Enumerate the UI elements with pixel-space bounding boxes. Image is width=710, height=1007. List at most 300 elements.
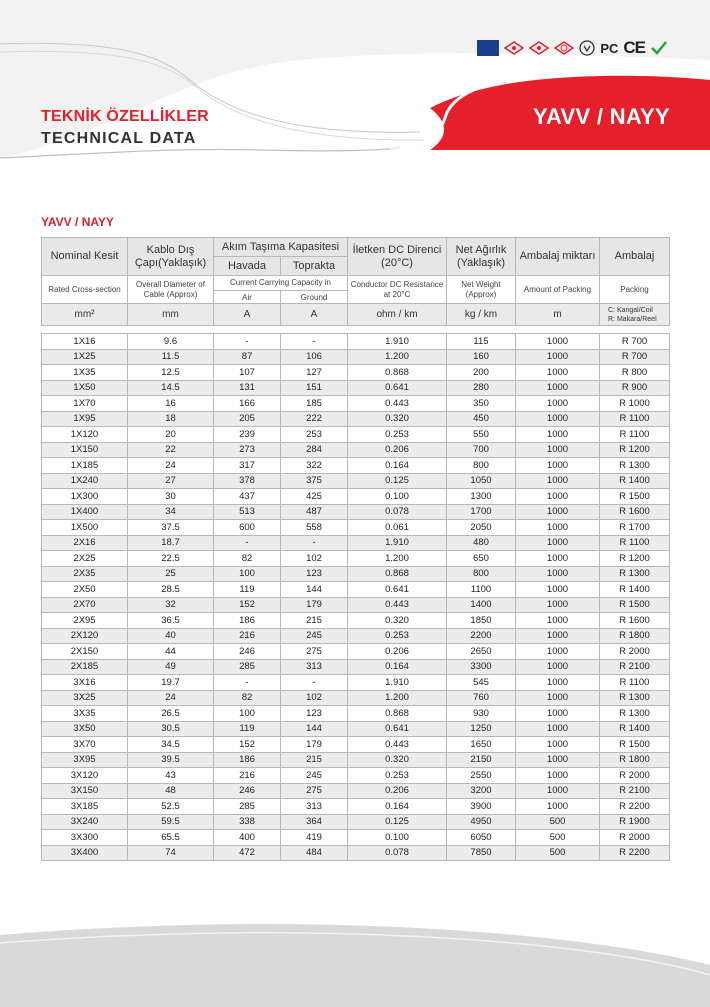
cell-weight: 1250 — [447, 721, 516, 737]
cell-amount: 1000 — [516, 349, 600, 365]
cell-diameter: 59.5 — [128, 814, 214, 830]
cell-amount: 1000 — [516, 799, 600, 815]
cell-packing: R 1400 — [600, 582, 670, 598]
cell-resistance: 0.868 — [348, 365, 447, 381]
cell-packing: R 1500 — [600, 737, 670, 753]
cell-diameter: 27 — [128, 473, 214, 489]
cell-nominal: 1X70 — [42, 396, 128, 412]
table-row — [42, 551, 670, 567]
rohs-check-icon — [650, 39, 668, 57]
cell-resistance: 0.320 — [348, 411, 447, 427]
cell-ground: 253 — [281, 427, 348, 443]
cell-diameter: 19.7 — [128, 675, 214, 691]
cell-nominal: 3X240 — [42, 814, 128, 830]
cell-resistance: 0.443 — [348, 597, 447, 613]
cell-ground: 558 — [281, 520, 348, 536]
cell-amount: 1000 — [516, 721, 600, 737]
cell-diameter: 24 — [128, 458, 214, 474]
cell-amount: 1000 — [516, 504, 600, 520]
cell-diameter: 18 — [128, 411, 214, 427]
cell-ground: 245 — [281, 628, 348, 644]
ce-mark-icon: CE — [623, 38, 645, 57]
cell-air: 82 — [214, 551, 281, 567]
cell-nominal: 1X240 — [42, 473, 128, 489]
cell-air: 600 — [214, 520, 281, 536]
cell-diameter: 28.5 — [128, 582, 214, 598]
cell-resistance: 0.206 — [348, 783, 447, 799]
cell-ground: 284 — [281, 442, 348, 458]
cell-packing: R 1600 — [600, 613, 670, 629]
cell-packing: R 1400 — [600, 721, 670, 737]
cell-diameter: 16 — [128, 396, 214, 412]
cell-packing: R 1700 — [600, 520, 670, 536]
col-nominal-header-en: Rated Cross-section — [42, 276, 128, 304]
table-row — [42, 721, 670, 737]
table-row — [42, 504, 670, 520]
cell-amount: 1000 — [516, 644, 600, 660]
cell-resistance: 0.164 — [348, 799, 447, 815]
cell-amount: 1000 — [516, 613, 600, 629]
cell-air: 216 — [214, 628, 281, 644]
col-resistance-header-en: Conductor DC Resistance at 20°C — [348, 276, 447, 304]
cell-weight: 650 — [447, 551, 516, 567]
cell-ground: 245 — [281, 768, 348, 784]
col-weight-header-en: Net Weight (Approx) — [447, 276, 516, 304]
cell-ground: - — [281, 535, 348, 551]
table-row — [42, 411, 670, 427]
unit-air: A — [214, 304, 281, 326]
cell-packing: R 2200 — [600, 845, 670, 861]
cell-nominal: 1X400 — [42, 504, 128, 520]
cell-diameter: 74 — [128, 845, 214, 861]
cell-air: 107 — [214, 365, 281, 381]
header-row-english — [42, 276, 670, 291]
table-row — [42, 644, 670, 660]
cell-diameter: 36.5 — [128, 613, 214, 629]
cell-air: - — [214, 535, 281, 551]
cell-amount: 1000 — [516, 628, 600, 644]
cell-packing: R 1800 — [600, 628, 670, 644]
table-row — [42, 783, 670, 799]
cell-nominal: 3X120 — [42, 768, 128, 784]
cell-air: 166 — [214, 396, 281, 412]
col-air-header: Havada — [214, 257, 281, 276]
cell-air: 82 — [214, 690, 281, 706]
cell-resistance: 0.100 — [348, 489, 447, 505]
cell-weight: 450 — [447, 411, 516, 427]
unit-weight: kg / km — [447, 304, 516, 326]
cell-diameter: 44 — [128, 644, 214, 660]
cell-diameter: 32 — [128, 597, 214, 613]
diamond-mark-icon — [529, 41, 549, 55]
cell-weight: 700 — [447, 442, 516, 458]
cell-packing: R 1000 — [600, 396, 670, 412]
cell-packing: R 1900 — [600, 814, 670, 830]
cell-diameter: 30.5 — [128, 721, 214, 737]
cell-air: 472 — [214, 845, 281, 861]
cell-packing: R 1100 — [600, 675, 670, 691]
cell-air: 119 — [214, 721, 281, 737]
unit-ground: A — [281, 304, 348, 326]
cell-weight: 1400 — [447, 597, 516, 613]
table-row — [42, 845, 670, 861]
cell-nominal: 3X70 — [42, 737, 128, 753]
cell-resistance: 1.200 — [348, 551, 447, 567]
cell-air: 119 — [214, 582, 281, 598]
table-row — [42, 706, 670, 722]
cell-amount: 1000 — [516, 535, 600, 551]
cell-ground: 222 — [281, 411, 348, 427]
cell-nominal: 2X25 — [42, 551, 128, 567]
cell-ground: 179 — [281, 737, 348, 753]
cell-nominal: 1X35 — [42, 365, 128, 381]
table-row — [42, 752, 670, 768]
col-amount-header-en: Amount of Packing — [516, 276, 600, 304]
cell-air: 131 — [214, 380, 281, 396]
cell-packing: R 2000 — [600, 644, 670, 660]
cell-diameter: 48 — [128, 783, 214, 799]
cell-ground: 215 — [281, 613, 348, 629]
table-row — [42, 380, 670, 396]
cell-weight: 2550 — [447, 768, 516, 784]
page-title-english: TECHNICAL DATA — [41, 130, 197, 147]
cell-nominal: 3X50 — [42, 721, 128, 737]
cell-weight: 1650 — [447, 737, 516, 753]
cell-ground: 102 — [281, 551, 348, 567]
cell-weight: 350 — [447, 396, 516, 412]
cell-resistance: 0.078 — [348, 504, 447, 520]
table-row — [42, 659, 670, 675]
cell-resistance: 0.443 — [348, 737, 447, 753]
cell-nominal: 1X95 — [42, 411, 128, 427]
cell-amount: 1000 — [516, 411, 600, 427]
cell-diameter: 37.5 — [128, 520, 214, 536]
cell-packing: R 2000 — [600, 830, 670, 846]
cell-amount: 1000 — [516, 334, 600, 350]
cell-packing: R 1100 — [600, 427, 670, 443]
cell-packing: R 900 — [600, 380, 670, 396]
cell-air: - — [214, 334, 281, 350]
cell-nominal: 1X16 — [42, 334, 128, 350]
cell-diameter: 14.5 — [128, 380, 214, 396]
cell-air: 437 — [214, 489, 281, 505]
cell-packing: R 1400 — [600, 473, 670, 489]
cell-air: 100 — [214, 706, 281, 722]
cell-packing: R 800 — [600, 365, 670, 381]
cell-amount: 1000 — [516, 520, 600, 536]
cell-resistance: 0.125 — [348, 473, 447, 489]
col-weight-header: Net Ağırlık (Yaklaşık) — [447, 238, 516, 276]
cell-air: 246 — [214, 644, 281, 660]
packing-reel-legend: R: Makara/Reel — [608, 315, 657, 323]
cell-packing: R 1300 — [600, 458, 670, 474]
cell-amount: 500 — [516, 845, 600, 861]
circle-mark-icon — [579, 40, 595, 56]
cell-weight: 800 — [447, 458, 516, 474]
cell-nominal: 1X50 — [42, 380, 128, 396]
cell-weight: 480 — [447, 535, 516, 551]
cell-diameter: 40 — [128, 628, 214, 644]
cell-nominal: 2X50 — [42, 582, 128, 598]
cell-amount: 1000 — [516, 566, 600, 582]
cell-ground: 151 — [281, 380, 348, 396]
table-row — [42, 737, 670, 753]
diamond-mark-icon — [554, 41, 574, 55]
cell-amount: 1000 — [516, 396, 600, 412]
cell-nominal: 2X150 — [42, 644, 128, 660]
cell-amount: 1000 — [516, 675, 600, 691]
cell-diameter: 9.6 — [128, 334, 214, 350]
cell-diameter: 26.5 — [128, 706, 214, 722]
cell-weight: 115 — [447, 334, 516, 350]
table-row — [42, 613, 670, 629]
cell-air: 186 — [214, 752, 281, 768]
cell-nominal: 1X300 — [42, 489, 128, 505]
cell-ground: 375 — [281, 473, 348, 489]
cell-nominal: 3X95 — [42, 752, 128, 768]
cell-ground: 275 — [281, 783, 348, 799]
unit-nominal: mm² — [42, 304, 128, 326]
cell-weight: 550 — [447, 427, 516, 443]
table-row — [42, 582, 670, 598]
cell-resistance: 1.910 — [348, 334, 447, 350]
cell-nominal: 2X95 — [42, 613, 128, 629]
certification-logos — [477, 38, 668, 58]
header-wave-background — [0, 0, 710, 180]
unit-resistance: ohm / km — [348, 304, 447, 326]
cell-nominal: 2X16 — [42, 535, 128, 551]
cell-ground: - — [281, 334, 348, 350]
cell-amount: 1000 — [516, 489, 600, 505]
cell-ground: 313 — [281, 659, 348, 675]
table-row — [42, 473, 670, 489]
cell-resistance: 0.320 — [348, 613, 447, 629]
header-row-units — [42, 304, 670, 326]
table-body — [42, 334, 670, 861]
col-diameter-header: Kablo Dış Çapı(Yaklaşık) — [128, 238, 214, 276]
cell-resistance: 0.253 — [348, 628, 447, 644]
cell-weight: 2200 — [447, 628, 516, 644]
cell-weight: 1100 — [447, 582, 516, 598]
cell-ground: 425 — [281, 489, 348, 505]
cell-resistance: 0.868 — [348, 566, 447, 582]
cell-amount: 500 — [516, 814, 600, 830]
packing-coil-legend: C: Kangal/Coil — [608, 306, 653, 314]
cell-resistance: 0.206 — [348, 644, 447, 660]
col-packing-header: Ambalaj — [600, 238, 670, 276]
table-row — [42, 566, 670, 582]
cell-air: 152 — [214, 597, 281, 613]
cell-packing: R 2200 — [600, 799, 670, 815]
cell-diameter: 22 — [128, 442, 214, 458]
cell-weight: 1300 — [447, 489, 516, 505]
cell-weight: 2050 — [447, 520, 516, 536]
table-row — [42, 396, 670, 412]
cell-packing: R 1100 — [600, 535, 670, 551]
col-air-header-en: Air — [214, 291, 281, 304]
cell-nominal: 1X500 — [42, 520, 128, 536]
table-row — [42, 690, 670, 706]
cell-resistance: 0.253 — [348, 768, 447, 784]
cell-packing: R 1200 — [600, 551, 670, 567]
cell-weight: 280 — [447, 380, 516, 396]
cell-packing: R 1800 — [600, 752, 670, 768]
table-row — [42, 334, 670, 350]
cell-packing: R 700 — [600, 349, 670, 365]
cell-resistance: 0.164 — [348, 659, 447, 675]
cell-ground: 106 — [281, 349, 348, 365]
cell-packing: R 1300 — [600, 706, 670, 722]
cell-weight: 6050 — [447, 830, 516, 846]
table-row — [42, 814, 670, 830]
cell-packing: R 2100 — [600, 659, 670, 675]
cell-resistance: 0.641 — [348, 721, 447, 737]
cell-weight: 3200 — [447, 783, 516, 799]
cell-air: 273 — [214, 442, 281, 458]
cell-ground: 215 — [281, 752, 348, 768]
cell-weight: 3900 — [447, 799, 516, 815]
cell-ground: 144 — [281, 721, 348, 737]
cell-air: 285 — [214, 659, 281, 675]
cell-resistance: 0.164 — [348, 458, 447, 474]
cell-ground: 102 — [281, 690, 348, 706]
table-row — [42, 442, 670, 458]
cell-diameter: 43 — [128, 768, 214, 784]
cell-resistance: 0.868 — [348, 706, 447, 722]
cell-diameter: 18.7 — [128, 535, 214, 551]
cell-ground: 487 — [281, 504, 348, 520]
cell-nominal: 2X35 — [42, 566, 128, 582]
cell-ground: 123 — [281, 706, 348, 722]
col-packing-header-en: Packing — [600, 276, 670, 304]
cell-packing: R 1300 — [600, 690, 670, 706]
cell-weight: 7850 — [447, 845, 516, 861]
col-ground-header: Toprakta — [281, 257, 348, 276]
cell-amount: 1000 — [516, 582, 600, 598]
cell-air: 216 — [214, 768, 281, 784]
cell-nominal: 2X185 — [42, 659, 128, 675]
cell-ground: 364 — [281, 814, 348, 830]
cell-resistance: 1.200 — [348, 349, 447, 365]
cell-air: 317 — [214, 458, 281, 474]
cell-nominal: 1X120 — [42, 427, 128, 443]
cell-packing: R 1500 — [600, 489, 670, 505]
cell-weight: 2150 — [447, 752, 516, 768]
cell-amount: 1000 — [516, 783, 600, 799]
cell-resistance: 0.125 — [348, 814, 447, 830]
cell-nominal: 1X185 — [42, 458, 128, 474]
table-row — [42, 628, 670, 644]
section-title: YAVV / NAYY — [41, 215, 114, 229]
cell-air: 186 — [214, 613, 281, 629]
table-row — [42, 768, 670, 784]
cell-resistance: 1.910 — [348, 535, 447, 551]
cell-air: 152 — [214, 737, 281, 753]
cell-amount: 500 — [516, 830, 600, 846]
cell-air: 513 — [214, 504, 281, 520]
table-row — [42, 675, 670, 691]
cell-weight: 160 — [447, 349, 516, 365]
cell-diameter: 25 — [128, 566, 214, 582]
table-row — [42, 458, 670, 474]
col-amount-header: Ambalaj miktarı — [516, 238, 600, 276]
col-capacity-header: Akım Taşıma Kapasitesi — [214, 238, 348, 257]
cell-nominal: 1X150 — [42, 442, 128, 458]
cell-air: - — [214, 675, 281, 691]
cell-resistance: 0.641 — [348, 380, 447, 396]
col-capacity-header-en: Current Carrying Capacity in — [214, 276, 348, 291]
cell-diameter: 12.5 — [128, 365, 214, 381]
cell-amount: 1000 — [516, 442, 600, 458]
cell-resistance: 0.641 — [348, 582, 447, 598]
cell-packing: R 2100 — [600, 783, 670, 799]
cell-nominal: 3X25 — [42, 690, 128, 706]
cell-weight: 1050 — [447, 473, 516, 489]
cell-diameter: 65.5 — [128, 830, 214, 846]
cell-diameter: 24 — [128, 690, 214, 706]
cell-ground: 313 — [281, 799, 348, 815]
cell-nominal: 2X120 — [42, 628, 128, 644]
cell-diameter: 11.5 — [128, 349, 214, 365]
cell-diameter: 39.5 — [128, 752, 214, 768]
cell-amount: 1000 — [516, 473, 600, 489]
table-row — [42, 597, 670, 613]
cell-ground: 123 — [281, 566, 348, 582]
cell-amount: 1000 — [516, 551, 600, 567]
page-title-turkish: TEKNİK ÖZELLİKLER — [41, 108, 209, 125]
cell-air: 378 — [214, 473, 281, 489]
cell-air: 239 — [214, 427, 281, 443]
cell-amount: 1000 — [516, 597, 600, 613]
table-row — [42, 365, 670, 381]
cell-ground: 484 — [281, 845, 348, 861]
cell-resistance: 1.200 — [348, 690, 447, 706]
cell-diameter: 20 — [128, 427, 214, 443]
table-row — [42, 427, 670, 443]
cell-weight: 545 — [447, 675, 516, 691]
cell-resistance: 0.443 — [348, 396, 447, 412]
cell-diameter: 34.5 — [128, 737, 214, 753]
cell-air: 338 — [214, 814, 281, 830]
cell-resistance: 0.078 — [348, 845, 447, 861]
cell-packing: R 2000 — [600, 768, 670, 784]
table-row — [42, 489, 670, 505]
col-resistance-header: İletken DC Direnci (20°C) — [348, 238, 447, 276]
cell-diameter: 22.5 — [128, 551, 214, 567]
unit-amount: m — [516, 304, 600, 326]
cell-resistance: 0.061 — [348, 520, 447, 536]
table-row — [42, 830, 670, 846]
cell-amount: 1000 — [516, 690, 600, 706]
cell-resistance: 0.320 — [348, 752, 447, 768]
cell-nominal: 2X70 — [42, 597, 128, 613]
cell-resistance: 0.253 — [348, 427, 447, 443]
footer-wave-background — [0, 905, 710, 1007]
cell-amount: 1000 — [516, 706, 600, 722]
pct-mark-icon: PC — [600, 40, 619, 56]
cell-packing: R 700 — [600, 334, 670, 350]
cell-resistance: 1.910 — [348, 675, 447, 691]
cell-air: 87 — [214, 349, 281, 365]
unit-diameter: mm — [128, 304, 214, 326]
cell-weight: 3300 — [447, 659, 516, 675]
cell-amount: 1000 — [516, 659, 600, 675]
cell-diameter: 30 — [128, 489, 214, 505]
unit-packing — [600, 304, 670, 326]
cell-resistance: 0.206 — [348, 442, 447, 458]
cell-nominal: 3X300 — [42, 830, 128, 846]
cell-amount: 1000 — [516, 380, 600, 396]
